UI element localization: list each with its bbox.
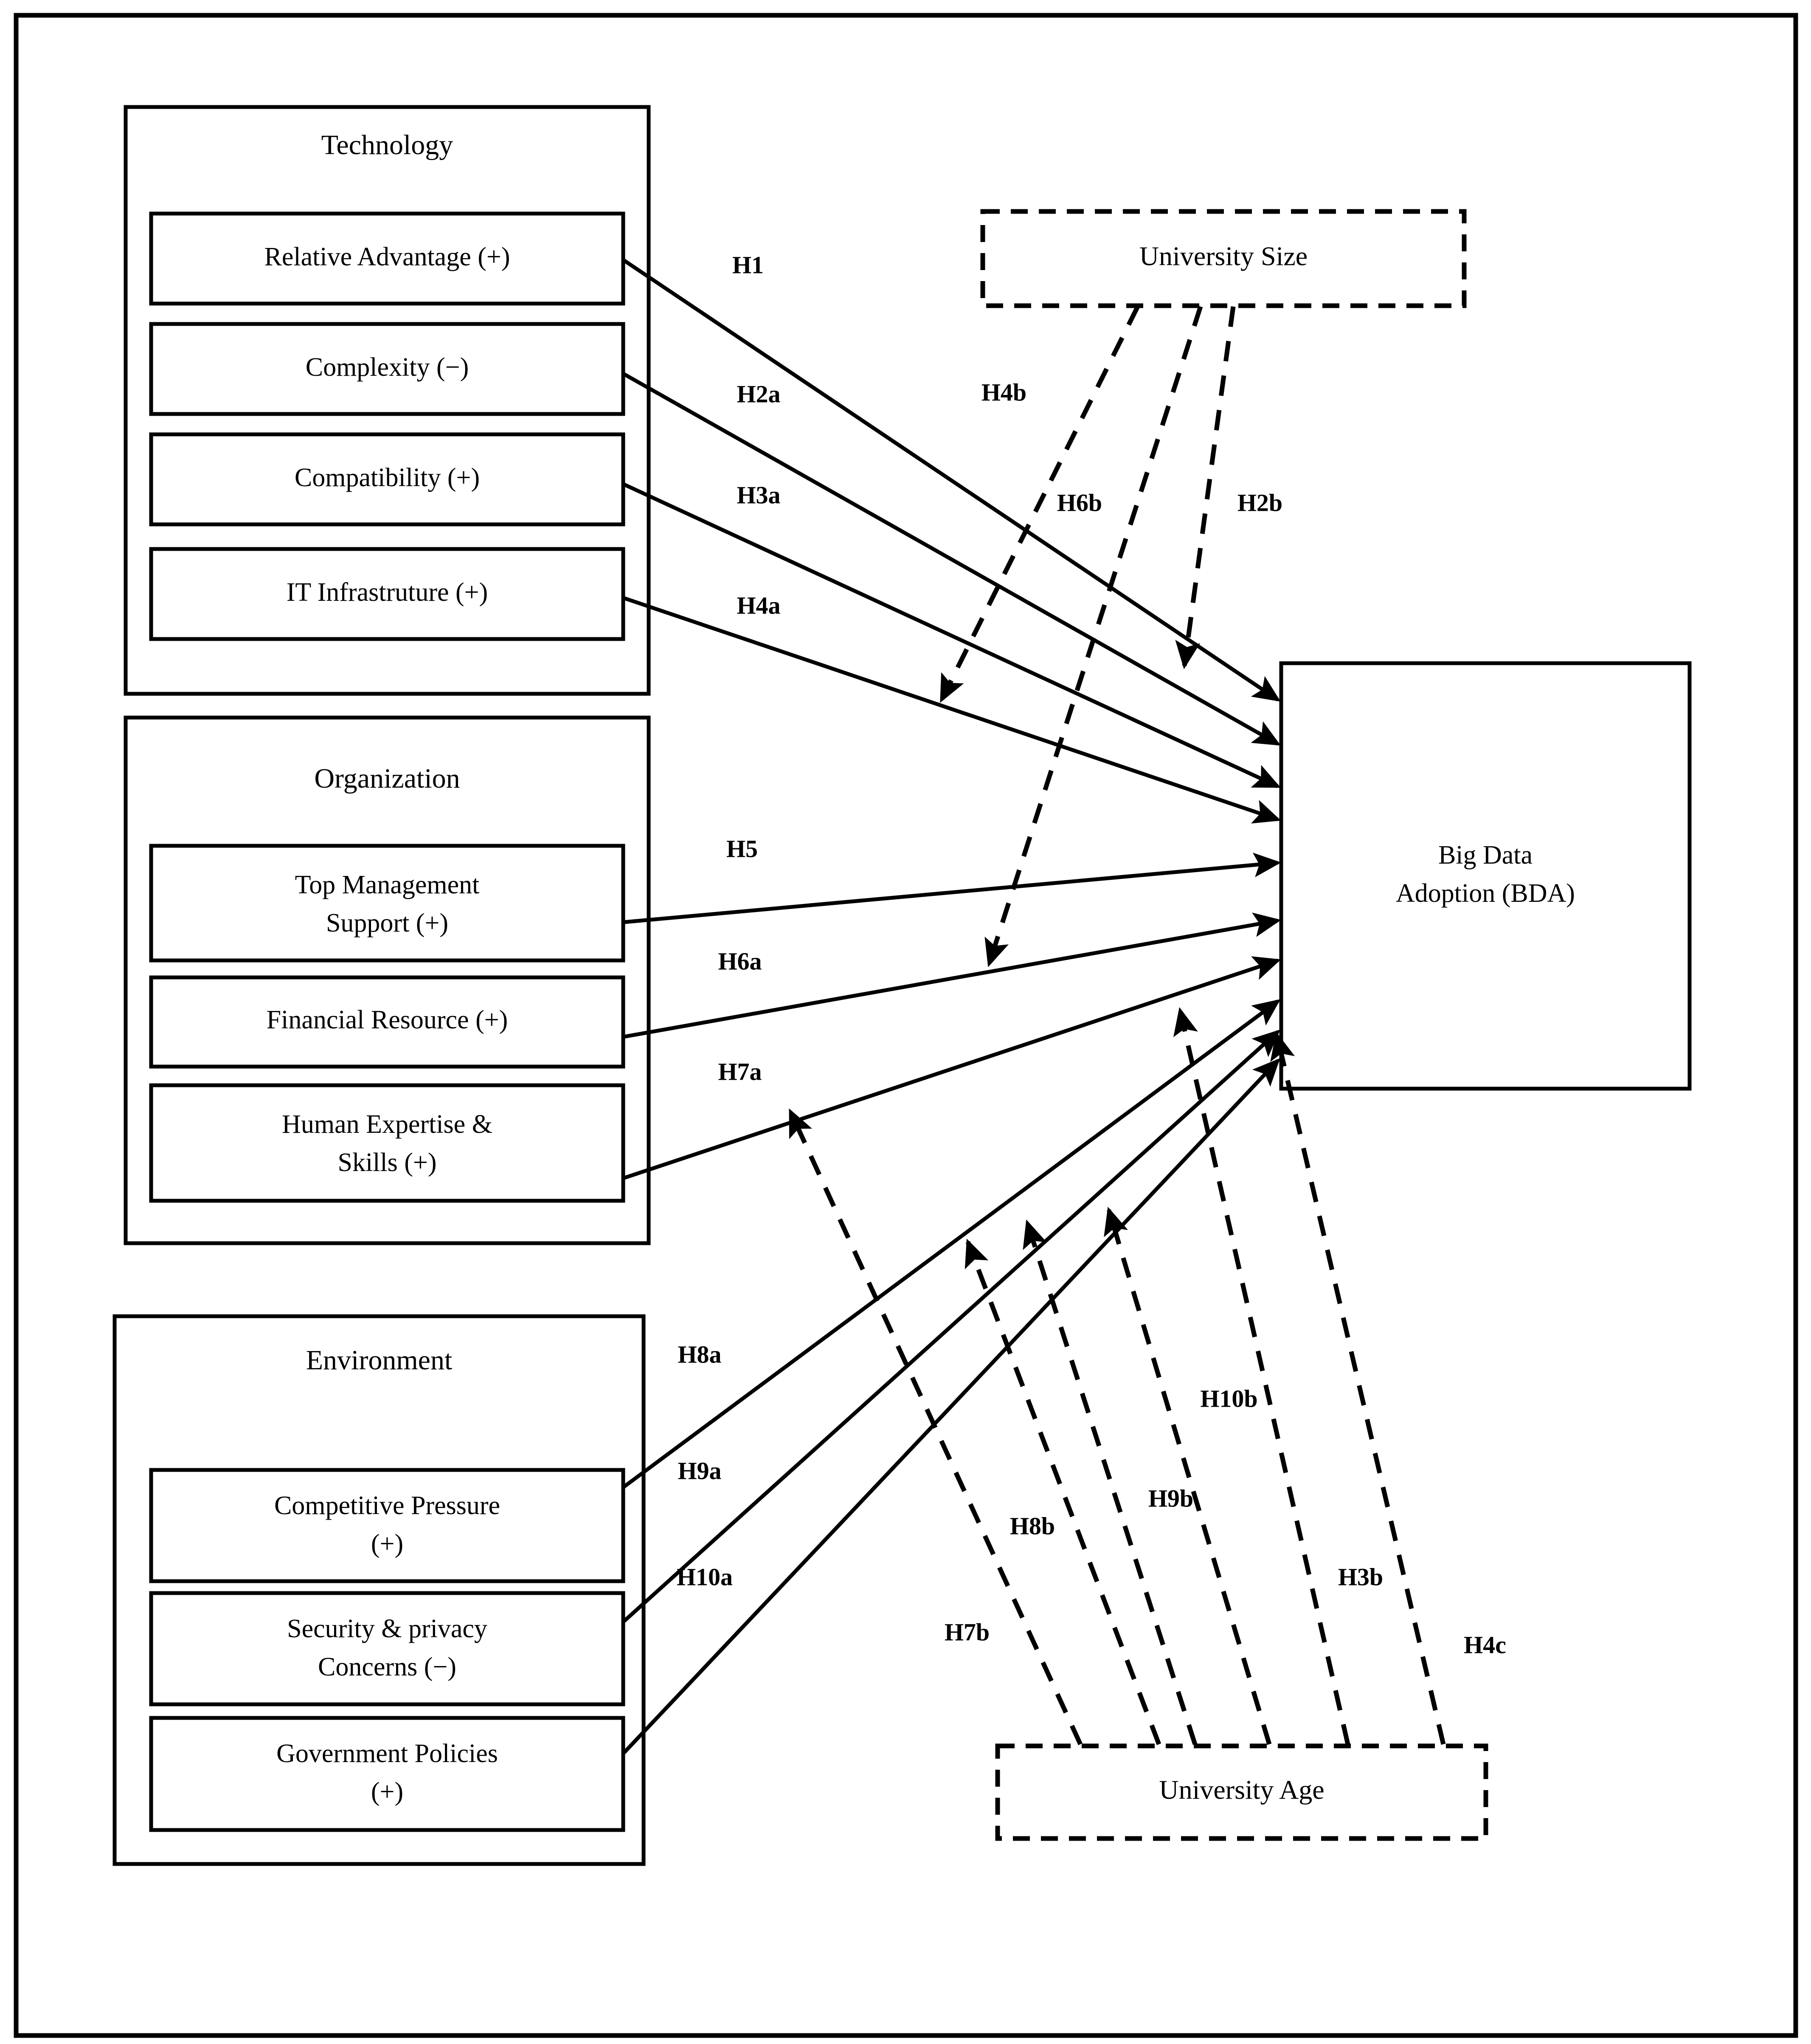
hypothesis-label-H3b: H3b bbox=[1338, 1563, 1384, 1591]
path-H3b bbox=[1180, 1011, 1348, 1744]
construct-top-management-support-label2: Support (+) bbox=[326, 909, 449, 938]
hypothesis-label-H4b: H4b bbox=[981, 378, 1027, 406]
hypothesis-label-H4c: H4c bbox=[1464, 1631, 1506, 1659]
hypothesis-label-H10b: H10b bbox=[1200, 1385, 1258, 1413]
construct-security-privacy-concerns[interactable] bbox=[151, 1593, 623, 1704]
outcome-label-line1: Big Data bbox=[1438, 841, 1533, 870]
hypothesis-label-H2a: H2a bbox=[737, 380, 781, 408]
path-H9b bbox=[1027, 1223, 1195, 1744]
path-H2b bbox=[1184, 307, 1233, 666]
path-H6a bbox=[623, 921, 1278, 1037]
hypothesis-label-H8a: H8a bbox=[678, 1340, 722, 1368]
hypothesis-label-H9a: H9a bbox=[678, 1457, 722, 1485]
hypothesis-label-H6b: H6b bbox=[1057, 489, 1102, 517]
group-environment bbox=[115, 1316, 644, 1864]
hypothesis-label-H8b: H8b bbox=[1010, 1512, 1055, 1540]
construct-government-policies[interactable] bbox=[151, 1718, 623, 1830]
hypothesis-label-H4a: H4a bbox=[737, 591, 781, 619]
hypothesis-label-H9b: H9b bbox=[1148, 1484, 1194, 1512]
moderator-university-age[interactable] bbox=[998, 1746, 1486, 1838]
hypothesis-label-H1: H1 bbox=[732, 251, 764, 279]
moderator-university-size[interactable] bbox=[983, 211, 1464, 306]
path-H4b bbox=[942, 307, 1138, 700]
construct-relative-advantage-label: Relative Advantage (+) bbox=[264, 242, 510, 272]
construct-competitive-pressure[interactable] bbox=[151, 1470, 623, 1581]
hypothesis-label-H5: H5 bbox=[726, 835, 758, 863]
group-technology bbox=[126, 107, 649, 694]
construct-competitive-pressure-label2: (+) bbox=[371, 1529, 404, 1559]
path-H8b bbox=[968, 1242, 1159, 1744]
path-H4c bbox=[1277, 1035, 1443, 1744]
path-H7b bbox=[790, 1112, 1080, 1744]
hypothesis-label-H6a: H6a bbox=[718, 947, 762, 975]
outcome-label-line2: Adoption (BDA) bbox=[1396, 879, 1575, 908]
construct-top-management-support[interactable] bbox=[151, 846, 623, 960]
construct-top-management-support-label: Top Management bbox=[295, 870, 480, 900]
hypothesis-label-H7b: H7b bbox=[944, 1618, 990, 1646]
construct-government-policies-label: Government Policies bbox=[276, 1739, 498, 1768]
hypothesis-label-H7a: H7a bbox=[718, 1058, 762, 1086]
construct-security-privacy-concerns-label: Security & privacy bbox=[287, 1614, 487, 1644]
construct-human-expertise-skills[interactable] bbox=[151, 1085, 623, 1201]
outcome-box[interactable] bbox=[1281, 663, 1690, 1089]
outcome-big-data-adoption[interactable] bbox=[1281, 663, 1690, 1089]
construct-financial-resource-label: Financial Resource (+) bbox=[266, 1005, 508, 1035]
hypothesis-label-H2b: H2b bbox=[1237, 489, 1283, 517]
hypothesis-label-H10a: H10a bbox=[676, 1563, 733, 1591]
construct-it-infrastructure-label: IT Infrastruture (+) bbox=[286, 578, 488, 607]
construct-security-privacy-concerns-label2: Concerns (−) bbox=[318, 1653, 456, 1682]
construct-compatibility-label: Compatibility (+) bbox=[294, 463, 480, 493]
construct-competitive-pressure-label: Competitive Pressure bbox=[274, 1491, 501, 1520]
path-H5 bbox=[623, 863, 1278, 922]
group-organization bbox=[126, 718, 649, 1243]
construct-complexity-label: Complexity (−) bbox=[305, 353, 469, 382]
environment-title: Environment bbox=[306, 1345, 453, 1376]
university-age-label: University Age bbox=[1159, 1774, 1325, 1805]
path-H2a bbox=[623, 374, 1278, 744]
technology-title: Technology bbox=[321, 130, 453, 161]
hypothesis-label-H3a: H3a bbox=[737, 481, 781, 509]
path-H10a bbox=[623, 1061, 1278, 1754]
construct-government-policies-label2: (+) bbox=[371, 1777, 404, 1807]
construct-human-expertise-skills-label: Human Expertise & bbox=[282, 1110, 492, 1139]
path-H4a bbox=[623, 598, 1278, 819]
construct-human-expertise-skills-label2: Skills (+) bbox=[337, 1148, 437, 1177]
university-size-label: University Size bbox=[1139, 241, 1308, 271]
path-H9a bbox=[623, 1032, 1278, 1622]
organization-title: Organization bbox=[314, 763, 460, 794]
